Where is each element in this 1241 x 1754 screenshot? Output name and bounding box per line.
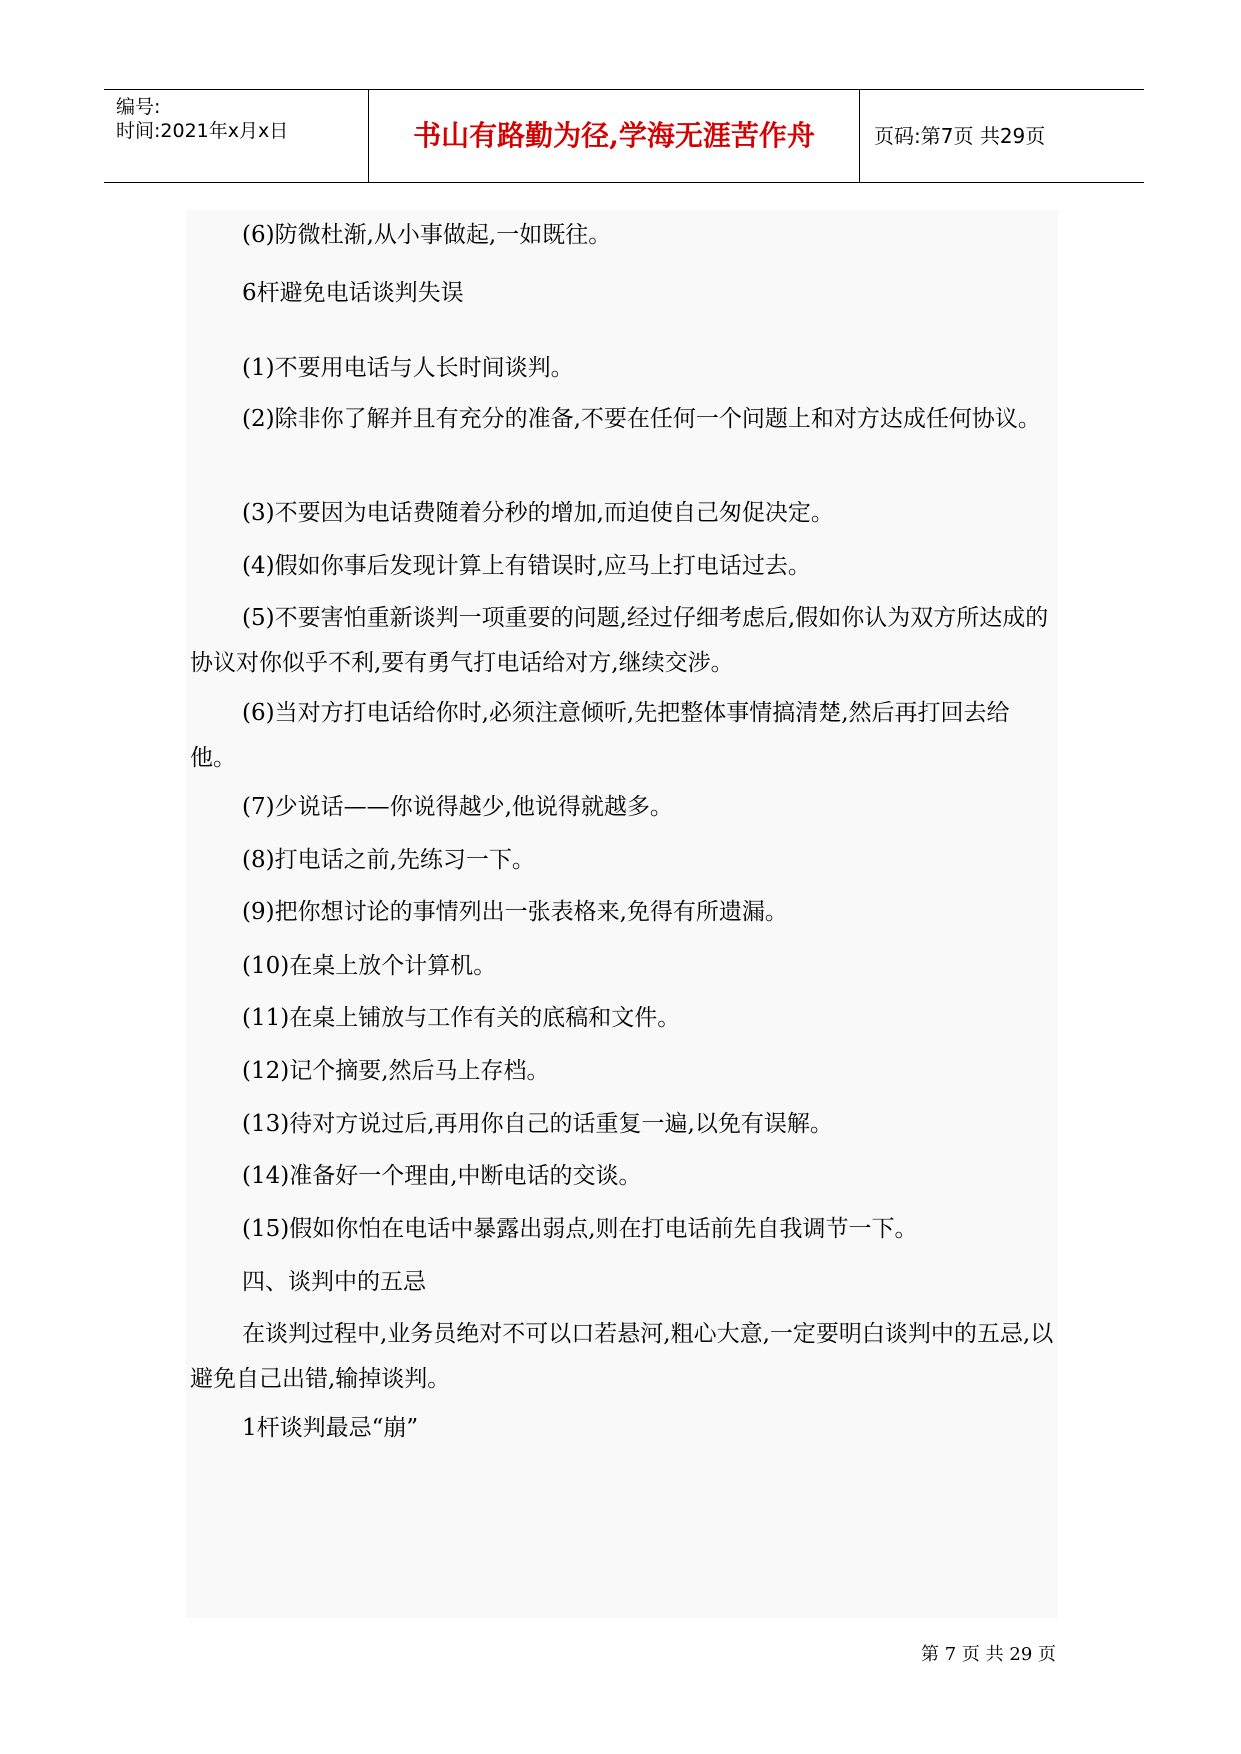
paragraph: (2)除非你了解并且有充分的准备,不要在任何一个问题上和对方达成任何协议。 [242, 406, 1041, 432]
document-body [186, 210, 1058, 1618]
paragraph: (10)在桌上放个计算机。 [242, 953, 497, 979]
paragraph: (1)不要用电话与人长时间谈判。 [242, 355, 574, 381]
page-footer: 第 7 页 共 29 页 [921, 1644, 1056, 1665]
header-info-cell [104, 90, 369, 182]
section-heading: 1杆谈判最忌“崩” [242, 1415, 419, 1441]
paragraph: (11)在桌上铺放与工作有关的底稿和文件。 [242, 1005, 681, 1031]
paragraph: (14)准备好一个理由,中断电话的交谈。 [242, 1163, 642, 1189]
header-motto-cell [369, 90, 860, 182]
paragraph: (7)少说话——你说得越少,他说得就越多。 [242, 794, 673, 820]
paragraph: (13)待对方说过后,再用你自己的话重复一遍,以免有误解。 [242, 1111, 833, 1137]
header-page-info: 页码:第7页 共29页 [874, 124, 1046, 148]
section-heading: 四、谈判中的五忌 [242, 1269, 426, 1295]
header-page-cell [860, 90, 1144, 182]
time-label: 时间:2021年x月x日 [116, 120, 289, 142]
paragraph: (4)假如你事后发现计算上有错误时,应马上打电话过去。 [242, 553, 811, 579]
paragraph: (5)不要害怕重新谈判一项重要的问题,经过仔细考虑后,假如你认为双方所达成的协议对你似乎不利,要有勇气打电话给对方,继续交涉。 [190, 605, 1049, 676]
paragraph: (6)防微杜渐,从小事做起,一如既往。 [242, 222, 612, 248]
section-heading: 6杆避免电话谈判失误 [242, 280, 464, 306]
page-header [104, 89, 1144, 183]
paragraph: (12)记个摘要,然后马上存档。 [242, 1058, 550, 1084]
paragraph: (6)当对方打电话给你时,必须注意倾听,先把整体事情搞清楚,然后再打回去给他。 [190, 700, 1010, 771]
doc-number-label: 编号: [116, 96, 161, 118]
paragraph: (8)打电话之前,先练习一下。 [242, 847, 535, 873]
paragraph: (15)假如你怕在电话中暴露出弱点,则在打电话前先自我调节一下。 [242, 1216, 918, 1242]
paragraph: 在谈判过程中,业务员绝对不可以口若悬河,粗心大意,一定要明白谈判中的五忌,以避免自己出错,输掉谈判。 [190, 1321, 1054, 1392]
motto: 书山有路勤为径,学海无涯苦作舟 [413, 119, 815, 152]
paragraph: (3)不要因为电话费随着分秒的增加,而迫使自己匆促决定。 [242, 500, 834, 526]
paragraph: (9)把你想讨论的事情列出一张表格来,免得有所遗漏。 [242, 899, 788, 925]
